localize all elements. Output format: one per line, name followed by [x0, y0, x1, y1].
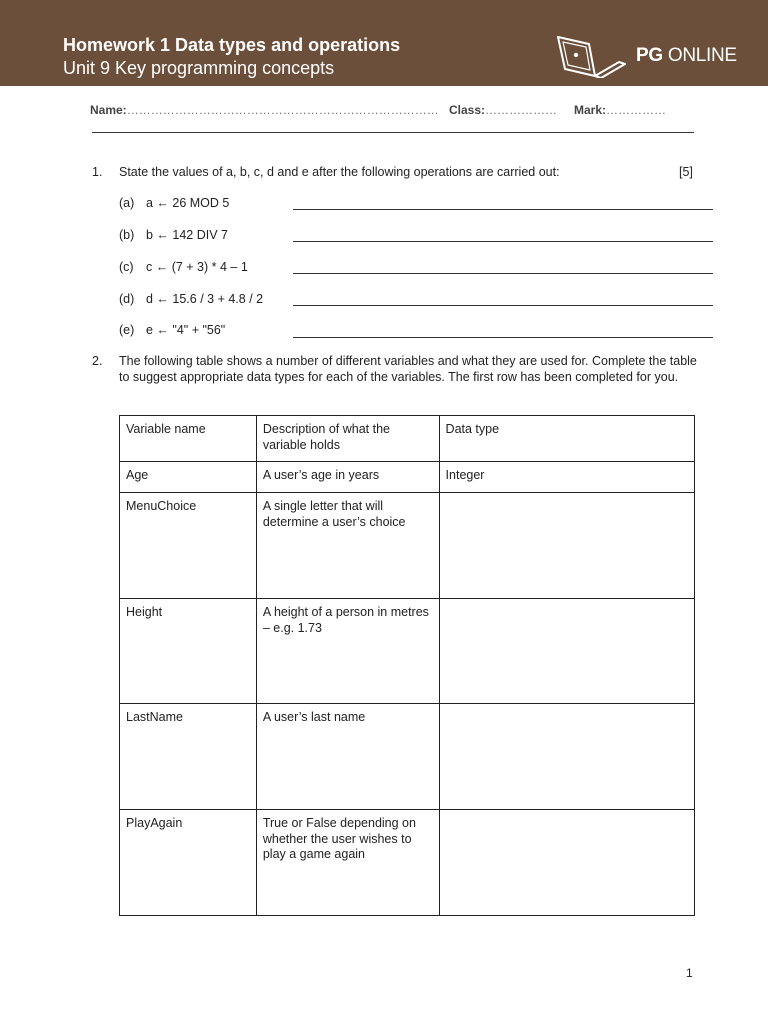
- class-label: Class:: [449, 103, 486, 117]
- part-letter: (c): [119, 260, 134, 274]
- part-expression: d ← 15.6 / 3 + 4.8 / 2: [146, 292, 264, 306]
- table-row: [120, 493, 695, 599]
- q1-marks: [5]: [679, 165, 693, 179]
- q2-text: The following table shows a number of different variables and what they are used for. Complete the table to suggest appropriate data types for each of the variables. The first row has been completed for you.: [119, 354, 697, 384]
- header-cell: Description of what the variable holds: [256, 416, 439, 462]
- answer-line-d[interactable]: [293, 305, 713, 306]
- part-expression: b ← 142 DIV 7: [146, 228, 228, 242]
- part-letter: (d): [119, 292, 135, 306]
- data-type-cell: Integer: [439, 462, 694, 493]
- q1-part-b: [119, 228, 228, 242]
- variable-name-cell: PlayAgain: [120, 810, 257, 916]
- part-letter: (e): [119, 323, 135, 337]
- variable-name-cell: LastName: [120, 704, 257, 810]
- q1-text: State the values of a, b, c, d and e after the following operations are carried out:: [119, 165, 560, 179]
- class-field[interactable]: [449, 103, 557, 117]
- description-cell: A single letter that will determine a user’s choice: [256, 493, 439, 599]
- part-expression: a ← 26 MOD 5: [146, 196, 230, 210]
- q1-part-a: [119, 196, 229, 210]
- name-dots: ……………………………………………………………………: [126, 103, 439, 117]
- answer-line-c[interactable]: [293, 273, 713, 274]
- logo-online-text: ONLINE: [667, 45, 737, 66]
- description-cell: A user’s age in years: [256, 462, 439, 493]
- header-divider: [92, 132, 694, 133]
- data-type-cell[interactable]: [439, 704, 694, 810]
- description-cell: A user’s last name: [256, 704, 439, 810]
- data-type-cell[interactable]: [439, 810, 694, 916]
- document-subtitle: Unit 9 Key programming concepts: [63, 58, 335, 78]
- data-types-table: [119, 415, 695, 916]
- name-label: Name:: [90, 103, 127, 117]
- pg-online-logo: [555, 34, 755, 78]
- part-letter: (b): [119, 228, 135, 242]
- description-cell: A height of a person in metres – e.g. 1.73: [256, 599, 439, 704]
- q1-part-c: [119, 260, 248, 274]
- data-type-cell[interactable]: [439, 599, 694, 704]
- mark-field[interactable]: [574, 103, 666, 117]
- part-expression: c ← (7 + 3) * 4 – 1: [146, 260, 248, 274]
- answer-line-b[interactable]: [293, 241, 713, 242]
- header-cell: Variable name: [120, 416, 257, 462]
- variable-name-cell: MenuChoice: [120, 493, 257, 599]
- table-row: [120, 599, 695, 704]
- table-row: [120, 704, 695, 810]
- data-type-cell[interactable]: [439, 493, 694, 599]
- part-letter: (a): [119, 196, 135, 210]
- answer-line-a[interactable]: [293, 209, 713, 210]
- q1-part-d: [119, 292, 263, 306]
- variable-name-cell: Age: [120, 462, 257, 493]
- part-expression: e ← "4" + "56": [146, 323, 226, 337]
- page-header: [0, 0, 768, 86]
- header-cell: Data type: [439, 416, 694, 462]
- answer-line-e[interactable]: [293, 337, 713, 338]
- laptop-icon: [555, 34, 633, 78]
- logo-pg-text: PG: [636, 45, 663, 66]
- page-number: 1: [686, 966, 693, 980]
- document-title: Homework 1 Data types and operations: [63, 35, 401, 55]
- q1-number: 1.: [92, 165, 103, 179]
- class-dots: ………………: [485, 103, 558, 117]
- name-field[interactable]: [90, 103, 439, 117]
- description-cell: True or False depending on whether the user wishes to play a game again: [256, 810, 439, 916]
- table-row: [120, 462, 695, 493]
- table-row: [120, 810, 695, 916]
- q2-number: 2.: [92, 354, 103, 368]
- q1-part-e: [119, 323, 225, 337]
- table-header-row: [120, 416, 695, 462]
- mark-dots: ……………: [606, 103, 667, 117]
- mark-label: Mark:: [574, 103, 607, 117]
- variable-name-cell: Height: [120, 599, 257, 704]
